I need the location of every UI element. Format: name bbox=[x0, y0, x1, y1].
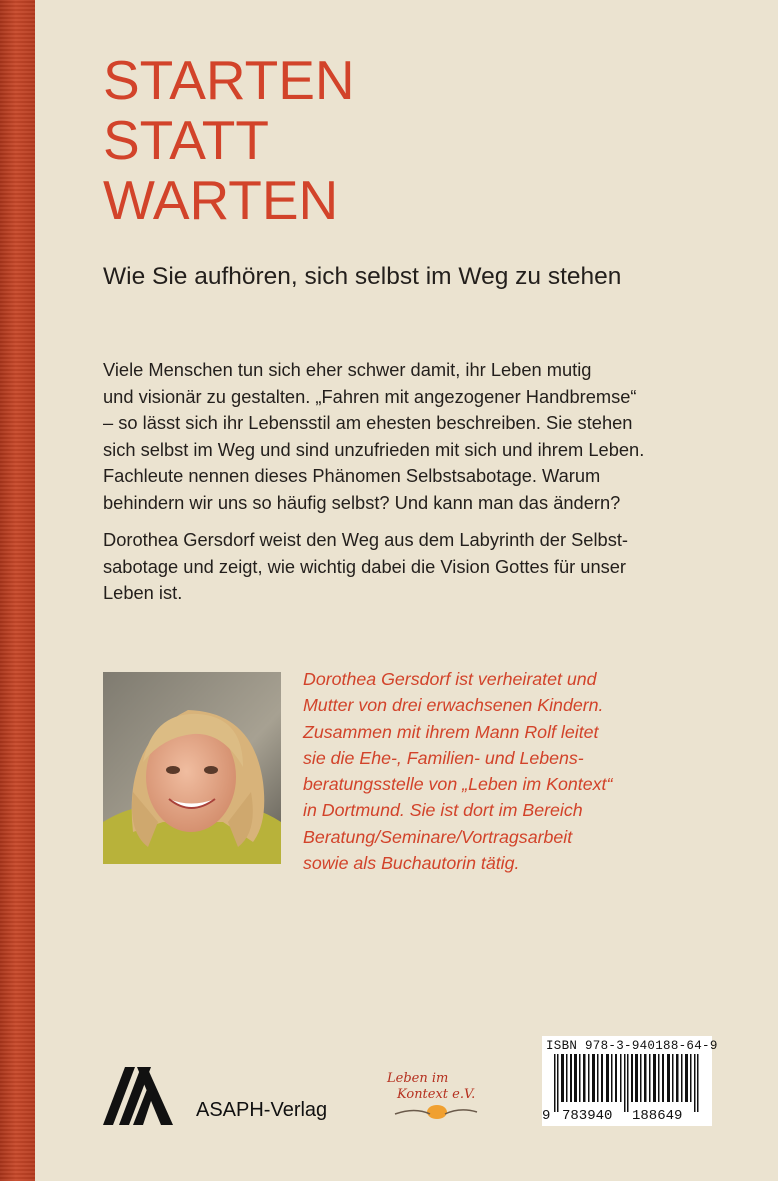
publisher-name: ASAPH-Verlag bbox=[196, 1099, 328, 1121]
blurb-line: Fachleute nennen dieses Phänomen Selbstsabotage. Warum bbox=[103, 465, 601, 486]
bio-line: beratungsstelle von „Leben im Kontext“ bbox=[303, 774, 613, 795]
book-title bbox=[103, 50, 355, 230]
author-bio bbox=[303, 666, 612, 876]
red-track-stripe bbox=[0, 0, 35, 1181]
barcode-group-1: 783940 bbox=[562, 1108, 613, 1124]
bio-line: in Dortmund. Sie ist dort im Bereich bbox=[303, 800, 583, 821]
barcode-digit-first: 9 bbox=[542, 1108, 551, 1124]
leben-im-kontext-logo bbox=[385, 1062, 485, 1126]
blurb-line: Dorothea Gersdorf weist den Weg aus dem Labyrinth der Selbst- bbox=[103, 529, 629, 550]
blurb-line: sich selbst im Weg und sind unzufrieden mit sich und ihrem Leben. bbox=[103, 438, 645, 460]
title-line: STARTEN bbox=[103, 49, 355, 111]
blurb-paragraph-2 bbox=[103, 527, 703, 607]
title-line: WARTEN bbox=[103, 169, 339, 231]
blurb-line: – so lässt sich ihr Lebensstil am ehesten beschreiben. Sie stehen bbox=[103, 412, 633, 433]
isbn-text: ISBN 978-3-940188-64-9 bbox=[546, 1039, 718, 1053]
blurb-line: Leben ist. bbox=[103, 582, 183, 603]
bio-line: Zusammen mit ihrem Mann Rolf leitet bbox=[303, 721, 599, 742]
blurb-line: sabotage und zeigt, wie wichtig dabei die Vision Gottes für unser bbox=[103, 555, 627, 577]
bio-line: Mutter von drei erwachsenen Kindern. bbox=[303, 695, 604, 716]
blurb-line: und visionär zu gestalten. „Fahren mit angezogener Handbremse“ bbox=[103, 385, 637, 407]
title-line: STATT bbox=[103, 109, 269, 171]
logo-text-line-2: Kontext e.V. bbox=[397, 1087, 476, 1102]
blurb-line: behindern wir uns so häufig selbst? Und kann man das ändern? bbox=[103, 491, 621, 513]
blurb-paragraph-1 bbox=[103, 357, 703, 516]
isbn-barcode bbox=[542, 1036, 718, 1126]
bio-line: Dorothea Gersdorf ist verheiratet und bbox=[303, 669, 597, 689]
bio-line: sie die Ehe-, Familien- und Lebens- bbox=[303, 747, 584, 768]
logo-text-line-1: Leben im bbox=[387, 1071, 449, 1086]
bio-line: sowie als Buchautorin tätig. bbox=[303, 853, 520, 874]
barcode-bars bbox=[554, 1054, 704, 1112]
book-subtitle: Wie Sie aufhören, sich selbst im Weg zu stehen bbox=[103, 263, 622, 290]
asaph-logo-icon bbox=[103, 1067, 173, 1125]
bio-line: Beratung/Seminare/Vortragsarbeit bbox=[303, 826, 573, 847]
author-photo bbox=[103, 672, 281, 864]
blurb-line: Viele Menschen tun sich eher schwer damit, ihr Leben mutig bbox=[103, 359, 592, 380]
barcode-group-2: 188649 bbox=[632, 1108, 683, 1124]
